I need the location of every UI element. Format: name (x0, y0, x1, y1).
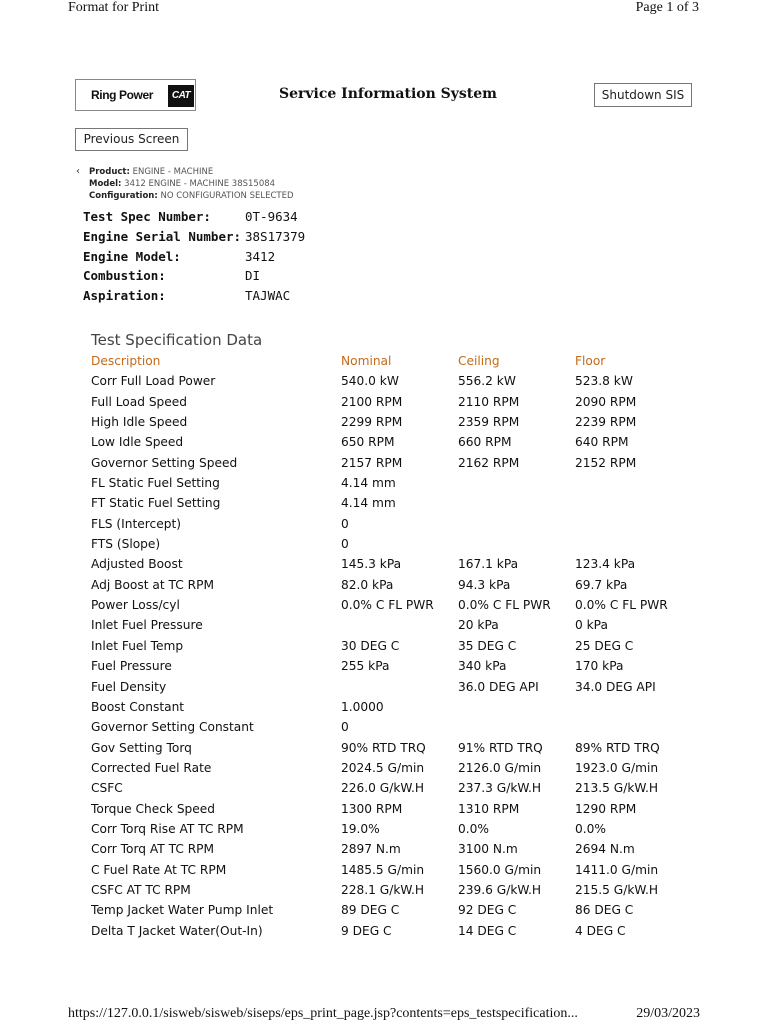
cell-nominal: 1485.5 G/min (341, 862, 425, 877)
cell-floor: 2152 RPM (575, 455, 637, 470)
configuration-value: NO CONFIGURATION SELECTED (160, 191, 294, 201)
model-label: Model: (89, 179, 122, 189)
cell-nominal: 19.0% (341, 821, 380, 836)
cell-ceiling: 340 kPa (458, 659, 507, 674)
table-row (91, 456, 711, 476)
table-row (91, 435, 711, 455)
table-row (91, 924, 711, 944)
cell-ceiling: 2110 RPM (458, 394, 520, 409)
cell-description: Boost Constant (91, 699, 185, 714)
cell-description: Gov Setting Torq (91, 740, 192, 755)
cell-floor: 2090 RPM (575, 394, 637, 409)
spec-value: DI (245, 268, 261, 284)
cell-ceiling: 36.0 DEG API (458, 679, 539, 694)
table-row (91, 822, 711, 842)
spec-label: Aspiration: (83, 288, 166, 304)
cell-floor: 640 RPM (575, 435, 629, 450)
cell-description: Inlet Fuel Pressure (91, 618, 203, 633)
dealer-logo-text: Ring Power (91, 88, 154, 102)
cell-description: FL Static Fuel Setting (91, 476, 220, 491)
previous-screen-button[interactable]: Previous Screen (75, 128, 188, 151)
cell-floor: 170 kPa (575, 659, 624, 674)
cell-floor: 2694 N.m (575, 842, 635, 857)
cell-nominal: 228.1 G/kW.H (341, 882, 425, 897)
cell-nominal: 30 DEG C (341, 638, 400, 653)
table-row (91, 639, 711, 659)
column-header-ceiling: Ceiling (458, 354, 500, 368)
cell-nominal: 2299 RPM (341, 415, 403, 430)
cell-ceiling: 556.2 kW (458, 374, 516, 389)
cell-description: Corrected Fuel Rate (91, 760, 212, 775)
column-header-nominal: Nominal (341, 354, 392, 368)
cell-nominal: 0 (341, 720, 349, 735)
cell-description: Inlet Fuel Temp (91, 638, 184, 653)
cell-nominal: 2100 RPM (341, 394, 403, 409)
spec-value: 0T-9634 (245, 209, 298, 224)
spec-value: TAJWAC (245, 288, 291, 304)
cell-ceiling: 660 RPM (458, 435, 512, 450)
cell-floor: 86 DEG C (575, 903, 634, 918)
cell-description: Adjusted Boost (91, 557, 183, 572)
cell-description: Governor Setting Constant (91, 720, 254, 735)
cell-description: Low Idle Speed (91, 435, 184, 450)
table-row (91, 395, 711, 415)
cell-nominal: 2157 RPM (341, 455, 403, 470)
cell-ceiling: 0.0% (458, 821, 489, 836)
cell-nominal: 226.0 G/kW.H (341, 781, 425, 796)
cell-nominal: 9 DEG C (341, 923, 392, 938)
table-row (91, 618, 711, 638)
cell-ceiling: 2162 RPM (458, 455, 520, 470)
cell-description: Full Load Speed (91, 394, 188, 409)
cell-ceiling: 2359 RPM (458, 415, 520, 430)
table-row (91, 578, 711, 598)
model-line (89, 178, 294, 190)
table-row (91, 781, 711, 801)
cat-logo-icon: CAT (168, 85, 194, 107)
cell-floor: 1290 RPM (575, 801, 637, 816)
cell-nominal: 2024.5 G/min (341, 760, 425, 775)
cell-nominal: 145.3 kPa (341, 557, 402, 572)
cell-ceiling: 237.3 G/kW.H (458, 781, 542, 796)
cell-ceiling: 91% RTD TRQ (458, 740, 543, 755)
table-row (91, 517, 711, 537)
table-row (91, 883, 711, 903)
cell-floor: 123.4 kPa (575, 557, 636, 572)
cell-ceiling: 2126.0 G/min (458, 760, 542, 775)
cell-description: Temp Jacket Water Pump Inlet (91, 903, 274, 918)
configuration-label: Configuration: (89, 191, 158, 201)
cell-nominal: 650 RPM (341, 435, 395, 450)
cell-description: Governor Setting Speed (91, 455, 238, 470)
cell-floor: 2239 RPM (575, 415, 637, 430)
table-row (91, 802, 711, 822)
cell-floor: 4 DEG C (575, 923, 626, 938)
cell-description: Corr Torq AT TC RPM (91, 842, 215, 857)
cell-floor: 1923.0 G/min (575, 760, 659, 775)
column-header-description: Description (91, 354, 161, 368)
table-row (91, 476, 711, 496)
spec-label: Combustion: (83, 268, 166, 284)
table-row (91, 842, 711, 862)
table-row (91, 496, 711, 516)
cell-description: Corr Full Load Power (91, 374, 216, 389)
spec-row (83, 249, 483, 269)
cell-floor: 213.5 G/kW.H (575, 781, 659, 796)
cell-nominal: 0.0% C FL PWR (341, 598, 434, 613)
cell-floor: 69.7 kPa (575, 577, 628, 592)
cell-description: Corr Torq Rise AT TC RPM (91, 821, 244, 836)
table-row (91, 741, 711, 761)
spec-label: Engine Serial Number: (83, 228, 242, 244)
table-row (91, 415, 711, 435)
cell-floor: 523.8 kW (575, 374, 633, 389)
model-value: 3412 ENGINE - MACHINE 38S15084 (124, 179, 276, 189)
cell-ceiling: 1560.0 G/min (458, 862, 542, 877)
cell-description: Fuel Density (91, 679, 167, 694)
cell-ceiling: 94.3 kPa (458, 577, 511, 592)
cell-nominal: 82.0 kPa (341, 577, 394, 592)
cell-description: High Idle Speed (91, 415, 188, 430)
cell-nominal: 255 kPa (341, 659, 390, 674)
cell-floor: 89% RTD TRQ (575, 740, 660, 755)
column-header-floor: Floor (575, 354, 606, 368)
product-line (89, 166, 294, 178)
cell-floor: 25 DEG C (575, 638, 634, 653)
table-row (91, 598, 711, 618)
cell-nominal: 4.14 mm (341, 476, 396, 491)
spec-row (83, 288, 483, 308)
table-header-row (91, 354, 711, 374)
cell-floor: 34.0 DEG API (575, 679, 656, 694)
cell-description: FT Static Fuel Setting (91, 496, 221, 511)
footer-url: https://127.0.0.1/sisweb/sisweb/siseps/eps_print_page.jsp?contents=eps_testspecification... (68, 1006, 578, 1021)
product-value: ENGINE - MACHINE (132, 167, 214, 177)
cell-ceiling: 0.0% C FL PWR (458, 598, 551, 613)
cell-floor: 0.0% (575, 821, 606, 836)
cell-nominal: 540.0 kW (341, 374, 399, 389)
cell-nominal: 0 (341, 516, 349, 531)
cell-nominal: 1300 RPM (341, 801, 403, 816)
collapse-arrow-icon[interactable]: ‹ (76, 166, 80, 177)
cell-ceiling: 35 DEG C (458, 638, 517, 653)
cell-nominal: 90% RTD TRQ (341, 740, 426, 755)
cell-description: CSFC (91, 781, 123, 796)
cell-nominal: 89 DEG C (341, 903, 400, 918)
cell-ceiling: 20 kPa (458, 618, 499, 633)
section-title: Test Specification Data (91, 331, 263, 349)
spec-label: Test Spec Number: (83, 209, 211, 224)
cell-description: Power Loss/cyl (91, 598, 180, 613)
cell-ceiling: 92 DEG C (458, 903, 517, 918)
print-header-page: Page 1 of 3 (635, 0, 699, 15)
table-row (91, 537, 711, 557)
spec-row (83, 268, 483, 288)
shutdown-sis-button[interactable]: Shutdown SIS (594, 83, 692, 107)
configuration-line (89, 190, 294, 202)
spec-label: Engine Model: (83, 248, 181, 264)
product-label: Product: (89, 167, 130, 177)
product-context (76, 166, 294, 202)
cell-description: CSFC AT TC RPM (91, 882, 191, 897)
cell-description: Fuel Pressure (91, 659, 172, 674)
table-row (91, 720, 711, 740)
spec-value: 3412 (245, 248, 276, 264)
table-row (91, 863, 711, 883)
cell-floor: 215.5 G/kW.H (575, 882, 659, 897)
cell-floor: 0 kPa (575, 618, 608, 633)
cell-ceiling: 14 DEG C (458, 923, 517, 938)
cell-nominal: 2897 N.m (341, 842, 401, 857)
ring-power-cat-logo (75, 79, 196, 111)
cell-description: Torque Check Speed (91, 801, 216, 816)
page-title: Service Information System (279, 86, 497, 102)
cell-nominal: 4.14 mm (341, 496, 396, 511)
test-spec-table (91, 354, 711, 944)
footer-date: 29/03/2023 (636, 1006, 700, 1021)
spec-row (83, 229, 483, 249)
engine-spec-summary (83, 209, 483, 308)
table-row (91, 557, 711, 577)
table-row (91, 680, 711, 700)
cell-floor: 0.0% C FL PWR (575, 598, 668, 613)
cell-description: Delta T Jacket Water(Out-In) (91, 923, 263, 938)
cell-floor: 1411.0 G/min (575, 862, 659, 877)
cell-nominal: 1.0000 (341, 699, 384, 714)
table-row (91, 761, 711, 781)
table-row (91, 903, 711, 923)
cell-nominal: 0 (341, 537, 349, 552)
table-row (91, 700, 711, 720)
spec-row (83, 209, 483, 229)
print-header-left: Format for Print (68, 0, 159, 15)
cell-ceiling: 1310 RPM (458, 801, 520, 816)
table-row (91, 374, 711, 394)
cell-description: Adj Boost at TC RPM (91, 577, 214, 592)
table-row (91, 659, 711, 679)
cell-description: FLS (Intercept) (91, 516, 181, 531)
cell-ceiling: 3100 N.m (458, 842, 518, 857)
cell-ceiling: 239.6 G/kW.H (458, 882, 542, 897)
table-body (91, 374, 711, 944)
cell-ceiling: 167.1 kPa (458, 557, 519, 572)
spec-value: 38S17379 (245, 228, 306, 244)
cell-description: FTS (Slope) (91, 537, 161, 552)
cell-description: C Fuel Rate At TC RPM (91, 862, 227, 877)
